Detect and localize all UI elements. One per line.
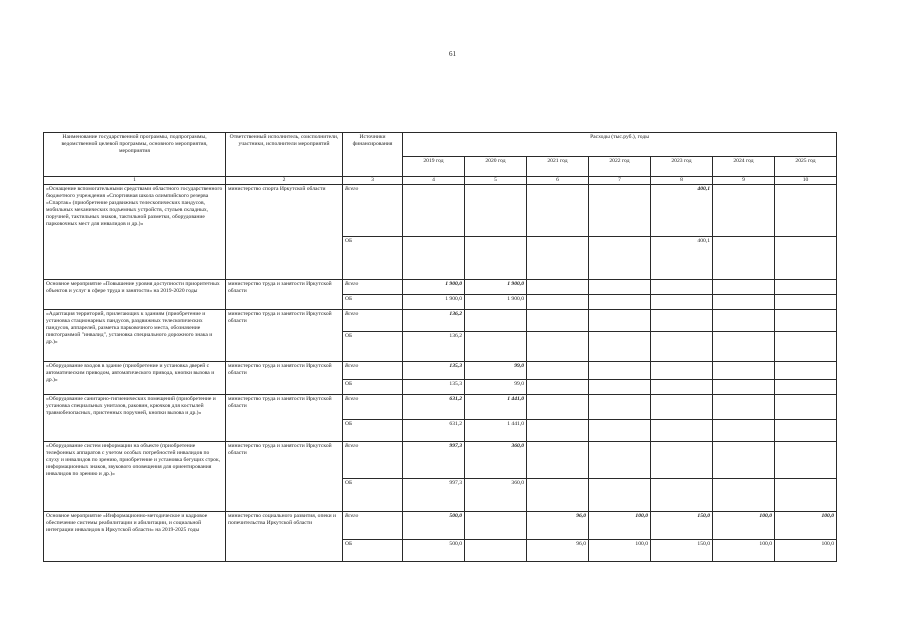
- expense-total-cell: [527, 280, 589, 295]
- expense-total-cell: [527, 310, 589, 332]
- header-name: Наименование государственной программы, подпрограммы, ведомственной целевой программы, основного мероприятия, мероприятия: [44, 133, 226, 177]
- funding-source-ob: ОБ: [343, 332, 403, 362]
- expense-ob-cell: [775, 380, 837, 395]
- expense-total-cell: 135,3: [403, 362, 465, 380]
- expense-total-cell: [775, 310, 837, 332]
- measure-name: Основное мероприятие «Информационно-методическое и кадровое обеспечение системы реабилитации и абилитации, и социальной интеграции инвалидов в Иркутской области» на 2019-2025 годы: [44, 512, 226, 562]
- expense-total-cell: 100,0: [713, 512, 775, 540]
- expense-ob-cell: [589, 420, 651, 442]
- expense-total-cell: 1 900,0: [465, 280, 527, 295]
- expense-ob-cell: 500,0: [403, 540, 465, 562]
- expense-total-cell: [465, 512, 527, 540]
- expense-total-cell: 150,0: [651, 512, 713, 540]
- expense-ob-cell: [775, 479, 837, 512]
- expense-total-cell: [527, 442, 589, 479]
- funding-source-ob: ОБ: [343, 420, 403, 442]
- expense-ob-cell: [713, 332, 775, 362]
- funding-source-total: Всего: [343, 442, 403, 479]
- expense-total-cell: [713, 185, 775, 237]
- expense-ob-cell: [775, 295, 837, 310]
- expense-total-cell: [775, 395, 837, 420]
- expense-total-cell: 1 441,0: [465, 395, 527, 420]
- expense-total-cell: [651, 395, 713, 420]
- expense-total-cell: [713, 442, 775, 479]
- column-number: 1: [44, 177, 226, 185]
- expense-total-cell: 1 900,0: [403, 280, 465, 295]
- table-row: [44, 310, 837, 332]
- table-row: [44, 512, 837, 540]
- funding-source-total: Всего: [343, 395, 403, 420]
- expense-total-cell: [465, 310, 527, 332]
- expense-ob-cell: [465, 540, 527, 562]
- expense-ob-cell: [589, 237, 651, 280]
- expense-total-cell: [403, 185, 465, 237]
- table-row: [44, 362, 837, 380]
- column-number: 9: [713, 177, 775, 185]
- funding-source-ob: ОБ: [343, 479, 403, 512]
- responsible-executor: министерство труда и занятости Иркутской области: [226, 280, 343, 310]
- expense-ob-cell: 96,0: [527, 540, 589, 562]
- measure-name: «Оборудование входов в здание (приобретение и установка дверей с автоматическим приводом, автоматического привода, кнопки вызова и др.)»: [44, 362, 226, 395]
- funding-source-ob: ОБ: [343, 295, 403, 310]
- expense-ob-cell: [465, 237, 527, 280]
- expense-ob-cell: [589, 479, 651, 512]
- expense-total-cell: [589, 185, 651, 237]
- header-source: Источники финансирования: [343, 133, 403, 177]
- expense-total-cell: [713, 362, 775, 380]
- expense-ob-cell: [589, 295, 651, 310]
- expense-total-cell: [589, 362, 651, 380]
- column-number: 4: [403, 177, 465, 185]
- expense-ob-cell: [651, 332, 713, 362]
- expense-ob-cell: [651, 380, 713, 395]
- column-number: 3: [343, 177, 403, 185]
- expense-total-cell: [775, 280, 837, 295]
- expense-total-cell: [775, 442, 837, 479]
- expense-total-cell: 500,0: [403, 512, 465, 540]
- expense-ob-cell: [713, 380, 775, 395]
- column-number: 8: [651, 177, 713, 185]
- expense-ob-cell: 997,3: [403, 479, 465, 512]
- budget-table: [43, 132, 837, 562]
- funding-source-ob: ОБ: [343, 237, 403, 280]
- funding-source-total: Всего: [343, 280, 403, 295]
- expense-ob-cell: [713, 479, 775, 512]
- header-expenses: Расходы (тыс.руб.), годы: [403, 133, 837, 157]
- expense-ob-cell: 99,0: [465, 380, 527, 395]
- expense-ob-cell: 1 900,0: [465, 295, 527, 310]
- column-number: 10: [775, 177, 837, 185]
- expense-total-cell: [527, 185, 589, 237]
- expense-ob-cell: [589, 380, 651, 395]
- expense-ob-cell: [775, 237, 837, 280]
- responsible-executor: министерство труда и занятости Иркутской области: [226, 362, 343, 395]
- funding-source-total: Всего: [343, 185, 403, 237]
- expense-total-cell: [651, 362, 713, 380]
- expense-total-cell: [589, 395, 651, 420]
- expense-ob-cell: [527, 295, 589, 310]
- responsible-executor: министерство труда и занятости Иркутской области: [226, 395, 343, 442]
- expense-total-cell: [713, 310, 775, 332]
- table-body: [44, 185, 837, 562]
- header-executor: Ответственный исполнитель, соисполнители, участники, исполнители мероприятий: [226, 133, 343, 177]
- table-row: [44, 395, 837, 420]
- responsible-executor: министерство труда и занятости Иркутской области: [226, 310, 343, 362]
- column-number: 2: [226, 177, 343, 185]
- expense-total-cell: [775, 185, 837, 237]
- funding-source-ob: ОБ: [343, 380, 403, 395]
- responsible-executor: министерство спорта Иркутской области: [226, 185, 343, 280]
- expense-total-cell: 360,0: [465, 442, 527, 479]
- expense-ob-cell: [589, 332, 651, 362]
- column-number: 7: [589, 177, 651, 185]
- expense-total-cell: 631,2: [403, 395, 465, 420]
- expense-ob-cell: 1 900,0: [403, 295, 465, 310]
- measure-name: «Оснащение вспомогательными средствами областного государственного бюджетного учреждения «Спортивная школа олимпийского резерва «Спартак» (приобретение раздвижных телескопических пандусов, мобильных механических подъемных устройств, стульев складных, поручней, тактильных знаков, тактильной разметки, оборудование парковочных мест для инвалидов и др.)»: [44, 185, 226, 280]
- expense-ob-cell: [713, 295, 775, 310]
- expense-ob-cell: [527, 479, 589, 512]
- expense-ob-cell: 136,2: [403, 332, 465, 362]
- expense-ob-cell: 400,1: [651, 237, 713, 280]
- expense-total-cell: 99,0: [465, 362, 527, 380]
- expense-ob-cell: [527, 380, 589, 395]
- expense-total-cell: 997,3: [403, 442, 465, 479]
- header-year: 2022 год: [589, 157, 651, 177]
- expense-total-cell: [589, 280, 651, 295]
- expense-total-cell: [527, 395, 589, 420]
- column-number: 5: [465, 177, 527, 185]
- expense-ob-cell: [651, 479, 713, 512]
- measure-name: «Оборудование систем информации на объекте (приобретение телефонных аппаратов с учетом особых потребностей инвалидов по слуху и инвалидов по зрению, приобретение и установка бегущих строк, информационных знаков, звукового оповещения для ориентирования инвалидов по зрению и др.)»: [44, 442, 226, 512]
- expense-total-cell: [589, 310, 651, 332]
- expense-total-cell: 100,0: [589, 512, 651, 540]
- expense-ob-cell: 100,0: [775, 540, 837, 562]
- expense-ob-cell: [465, 332, 527, 362]
- expense-total-cell: 400,1: [651, 185, 713, 237]
- header-year: 2024 год: [713, 157, 775, 177]
- expense-total-cell: [651, 442, 713, 479]
- expense-ob-cell: [775, 420, 837, 442]
- expense-total-cell: [713, 395, 775, 420]
- expense-ob-cell: [713, 420, 775, 442]
- table-row: [44, 185, 837, 237]
- header-year: 2020 год: [465, 157, 527, 177]
- table-row: [44, 280, 837, 295]
- funding-source-total: Всего: [343, 362, 403, 380]
- expense-ob-cell: [651, 420, 713, 442]
- header-year: 2021 год: [527, 157, 589, 177]
- expense-ob-cell: [651, 295, 713, 310]
- expense-ob-cell: 150,0: [651, 540, 713, 562]
- expense-ob-cell: 100,0: [589, 540, 651, 562]
- funding-source-ob: ОБ: [343, 540, 403, 562]
- expense-ob-cell: [527, 332, 589, 362]
- measure-name: Основное мероприятие «Повышение уровня доступности приоритетных объектов и услуг в сфере труда и занятости» на 2019-2020 годы: [44, 280, 226, 310]
- responsible-executor: министерство социального развития, опеки и попечительства Иркутской области: [226, 512, 343, 562]
- expense-total-cell: [651, 310, 713, 332]
- expense-ob-cell: [527, 237, 589, 280]
- expense-ob-cell: 360,0: [465, 479, 527, 512]
- funding-source-total: Всего: [343, 512, 403, 540]
- header-year: 2019 год: [403, 157, 465, 177]
- measure-name: «Оборудование санитарно-гигиенических помещений (приобретение и установка специальных унитазов, раковин, крючков для костылей травмобезопасных, пристенных поручней, кнопки вызова и др.)»: [44, 395, 226, 442]
- responsible-executor: министерство труда и занятости Иркутской области: [226, 442, 343, 512]
- column-number: 6: [527, 177, 589, 185]
- expense-ob-cell: 631,2: [403, 420, 465, 442]
- measure-name: «Адаптация территорий, прилегающих к зданиям (приобретение и установка стационарных пандусов, раздвижных телескопических пандусов, аппарелей, разметка парковочного места, обозначение пиктограммой "инвалид", установка специального дорожного знака и др.)»: [44, 310, 226, 362]
- expense-total-cell: [713, 280, 775, 295]
- expense-total-cell: 100,0: [775, 512, 837, 540]
- header-year: 2023 год: [651, 157, 713, 177]
- expense-total-cell: [465, 185, 527, 237]
- page-number: 61: [449, 50, 456, 58]
- expense-total-cell: [775, 362, 837, 380]
- expense-ob-cell: [713, 237, 775, 280]
- expense-total-cell: [589, 442, 651, 479]
- expense-ob-cell: [775, 332, 837, 362]
- expense-total-cell: [651, 280, 713, 295]
- expense-total-cell: [527, 362, 589, 380]
- table-row: [44, 442, 837, 479]
- expense-ob-cell: 100,0: [713, 540, 775, 562]
- expense-ob-cell: [527, 420, 589, 442]
- expense-ob-cell: 135,3: [403, 380, 465, 395]
- expense-ob-cell: 1 441,0: [465, 420, 527, 442]
- funding-source-total: Всего: [343, 310, 403, 332]
- expense-ob-cell: [403, 237, 465, 280]
- expense-total-cell: 96,0: [527, 512, 589, 540]
- header-year: 2025 год: [775, 157, 837, 177]
- expense-total-cell: 136,2: [403, 310, 465, 332]
